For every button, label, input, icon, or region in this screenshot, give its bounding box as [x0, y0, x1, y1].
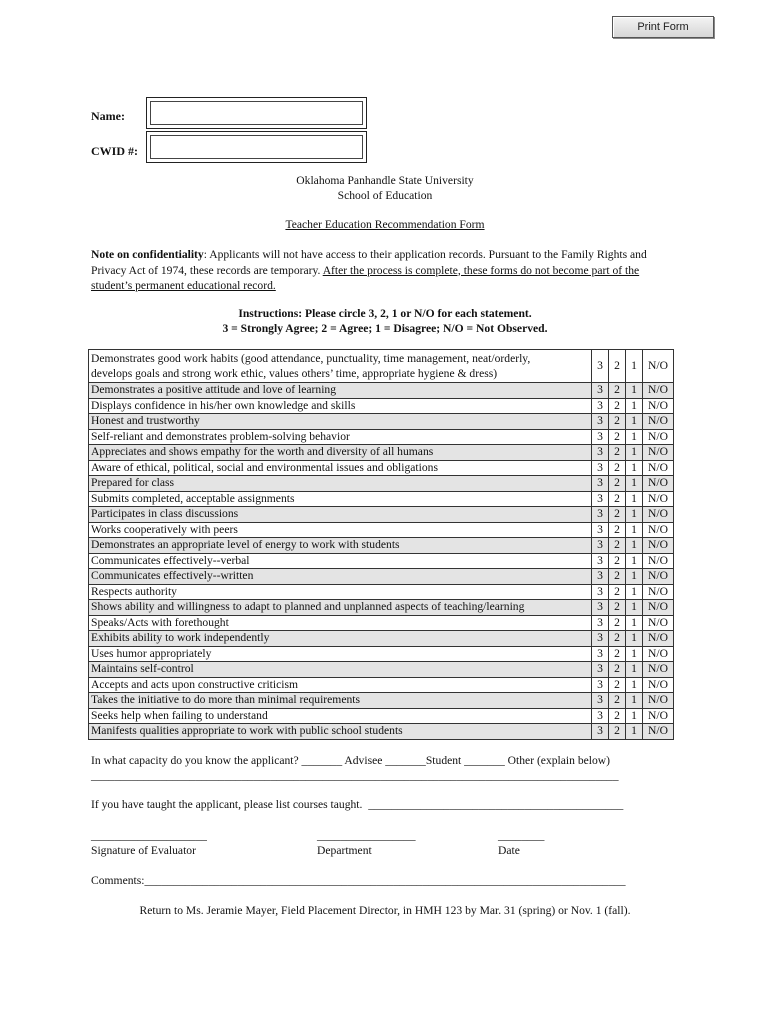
signature-label: Signature of Evaluator	[91, 844, 196, 857]
rating-1[interactable]: 1	[626, 350, 643, 383]
rating-not-observed[interactable]: N/O	[643, 693, 674, 709]
rating-not-observed[interactable]: N/O	[643, 522, 674, 538]
statement-cell	[89, 350, 592, 383]
rating-1[interactable]: 1	[626, 646, 643, 662]
rating-not-observed[interactable]: N/O	[643, 646, 674, 662]
name-field-box	[146, 97, 367, 129]
statement-cell: Demonstrates an appropriate level of energy to work with students	[89, 538, 592, 554]
rating-1[interactable]: 1	[626, 383, 643, 399]
rating-1[interactable]: 1	[626, 491, 643, 507]
rating-not-observed[interactable]: N/O	[643, 476, 674, 492]
rating-2[interactable]: 2	[609, 646, 626, 662]
rating-3[interactable]: 3	[592, 414, 609, 430]
rating-2[interactable]: 2	[609, 553, 626, 569]
rating-not-observed[interactable]: N/O	[643, 584, 674, 600]
rating-2[interactable]: 2	[609, 476, 626, 492]
courses-taught[interactable]: If you have taught the applicant, please list courses taught. ____________________________________________	[91, 798, 624, 811]
name-label: Name:	[91, 109, 125, 123]
rating-2[interactable]: 2	[609, 445, 626, 461]
rating-3[interactable]: 3	[592, 724, 609, 740]
rating-not-observed[interactable]: N/O	[643, 414, 674, 430]
rating-1[interactable]: 1	[626, 398, 643, 414]
department-line[interactable]: _________________	[317, 829, 416, 842]
rating-3[interactable]: 3	[592, 383, 609, 399]
rating-3[interactable]: 3	[592, 429, 609, 445]
statement-cell: Respects authority	[89, 584, 592, 600]
table-row	[89, 584, 674, 600]
statement-cell: Maintains self-control	[89, 662, 592, 678]
rating-1[interactable]: 1	[626, 538, 643, 554]
rating-3[interactable]: 3	[592, 600, 609, 616]
rating-2[interactable]: 2	[609, 631, 626, 647]
university-name: Oklahoma Panhandle State University	[296, 174, 474, 187]
table-row	[89, 350, 674, 383]
rating-not-observed[interactable]: N/O	[643, 460, 674, 476]
statement-cell: Accepts and acts upon constructive criticism	[89, 677, 592, 693]
capacity-explain-line[interactable]: ___________________________________________________________________________________________	[91, 769, 619, 782]
rating-not-observed[interactable]: N/O	[643, 383, 674, 399]
rating-2[interactable]: 2	[609, 414, 626, 430]
statement-cell: Manifests qualities appropriate to work with public school students	[89, 724, 592, 740]
rating-not-observed[interactable]: N/O	[643, 398, 674, 414]
statement-cell: Participates in class discussions	[89, 507, 592, 523]
rating-1[interactable]: 1	[626, 476, 643, 492]
statement-cell: Displays confidence in his/her own knowledge and skills	[89, 398, 592, 414]
rating-3[interactable]: 3	[592, 507, 609, 523]
rating-3[interactable]: 3	[592, 677, 609, 693]
statement-cell: Self-reliant and demonstrates problem-solving behavior	[89, 429, 592, 445]
rating-not-observed[interactable]: N/O	[643, 662, 674, 678]
table-row	[89, 414, 674, 430]
rating-2[interactable]: 2	[609, 383, 626, 399]
rating-3[interactable]: 3	[592, 662, 609, 678]
rating-1[interactable]: 1	[626, 693, 643, 709]
rating-1[interactable]: 1	[626, 724, 643, 740]
cwid-field-box	[146, 131, 367, 163]
statement-cell: Communicates effectively--written	[89, 569, 592, 585]
statement-cell: Demonstrates a positive attitude and love of learning	[89, 383, 592, 399]
rating-2[interactable]: 2	[609, 350, 626, 383]
form-title: Teacher Education Recommendation Form	[285, 218, 485, 231]
statement-cell: Works cooperatively with peers	[89, 522, 592, 538]
rating-2[interactable]: 2	[609, 507, 626, 523]
rating-1[interactable]: 1	[626, 708, 643, 724]
rating-1[interactable]: 1	[626, 414, 643, 430]
rating-2[interactable]: 2	[609, 615, 626, 631]
rating-2[interactable]: 2	[609, 569, 626, 585]
statement-cell: Communicates effectively--verbal	[89, 553, 592, 569]
rating-1[interactable]: 1	[626, 600, 643, 616]
table-row	[89, 507, 674, 523]
note-underlined: After the process is complete, these forms do not become part of the student’s permanent educational record.	[91, 263, 640, 292]
rating-1[interactable]: 1	[626, 522, 643, 538]
rating-2[interactable]: 2	[609, 662, 626, 678]
rating-2[interactable]: 2	[609, 429, 626, 445]
capacity-question: In what capacity do you know the applicant? _______ Advisee _______Student _______ Other (explain below)	[91, 754, 611, 767]
table-row	[89, 693, 674, 709]
rating-not-observed[interactable]: N/O	[643, 615, 674, 631]
table-row	[89, 724, 674, 740]
rating-3[interactable]: 3	[592, 708, 609, 724]
rating-1[interactable]: 1	[626, 445, 643, 461]
rating-not-observed[interactable]: N/O	[643, 569, 674, 585]
statement-cell: Shows ability and willingness to adapt to planned and unplanned aspects of teaching/learning	[89, 600, 592, 616]
rating-1[interactable]: 1	[626, 662, 643, 678]
cwid-label: CWID #:	[91, 144, 138, 158]
comments-line[interactable]: Comments:___________________________________________________________________________________	[91, 874, 626, 887]
note-label: Note on confidentiality	[91, 248, 204, 261]
rating-not-observed[interactable]: N/O	[643, 553, 674, 569]
rating-body	[89, 350, 674, 740]
table-row	[89, 662, 674, 678]
rating-2[interactable]: 2	[609, 398, 626, 414]
rating-1[interactable]: 1	[626, 677, 643, 693]
statement-cell: Uses humor appropriately	[89, 646, 592, 662]
statement-text-line1: Demonstrates good work habits (good attendance, punctuality, time management, neat/orderly,	[91, 352, 531, 365]
rating-not-observed[interactable]: N/O	[643, 507, 674, 523]
rating-3[interactable]: 3	[592, 553, 609, 569]
table-row	[89, 615, 674, 631]
date-line[interactable]: ________	[498, 829, 545, 842]
statement-cell: Takes the initiative to do more than minimal requirements	[89, 693, 592, 709]
table-row	[89, 708, 674, 724]
rating-3[interactable]: 3	[592, 476, 609, 492]
rating-1[interactable]: 1	[626, 553, 643, 569]
table-row	[89, 445, 674, 461]
table-row	[89, 460, 674, 476]
rating-3[interactable]: 3	[592, 538, 609, 554]
table-row	[89, 600, 674, 616]
rating-not-observed[interactable]: N/O	[643, 631, 674, 647]
name-input[interactable]	[151, 102, 364, 126]
print-form-button[interactable]: Print Form	[612, 16, 714, 38]
rating-2[interactable]: 2	[609, 724, 626, 740]
date-label: Date	[498, 844, 520, 857]
table-row	[89, 476, 674, 492]
confidentiality-note	[91, 247, 681, 294]
rating-3[interactable]: 3	[592, 569, 609, 585]
rating-2[interactable]: 2	[609, 600, 626, 616]
rating-2[interactable]: 2	[609, 693, 626, 709]
rating-3[interactable]: 3	[592, 445, 609, 461]
table-row	[89, 429, 674, 445]
table-row	[89, 398, 674, 414]
rating-3[interactable]: 3	[592, 615, 609, 631]
rating-1[interactable]: 1	[626, 569, 643, 585]
statement-cell: Appreciates and shows empathy for the worth and diversity of all humans	[89, 445, 592, 461]
rating-3[interactable]: 3	[592, 584, 609, 600]
signature-line[interactable]: ____________________	[91, 829, 207, 842]
cwid-input[interactable]	[151, 136, 364, 160]
statement-cell: Speaks/Acts with forethought	[89, 615, 592, 631]
statement-cell: Aware of ethical, political, social and environmental issues and obligations	[89, 460, 592, 476]
statement-cell: Prepared for class	[89, 476, 592, 492]
table-row	[89, 522, 674, 538]
table-row	[89, 383, 674, 399]
table-row	[89, 631, 674, 647]
rating-2[interactable]: 2	[609, 522, 626, 538]
rating-not-observed[interactable]: N/O	[643, 491, 674, 507]
rating-1[interactable]: 1	[626, 507, 643, 523]
rating-2[interactable]: 2	[609, 708, 626, 724]
rating-3[interactable]: 3	[592, 398, 609, 414]
return-instructions: Return to Ms. Jeramie Mayer, Field Placement Director, in HMH 123 by Mar. 31 (spring) or Nov. 1 (fall).	[139, 904, 631, 917]
statement-text-line2: develops goals and strong work ethic, values others’ time, appropriate hygiene & dress)	[91, 367, 498, 380]
rating-not-observed[interactable]: N/O	[643, 429, 674, 445]
note-text: : Applicants will not have access to their application records. Pursuant to the Family Rights and Privacy Act of 1974, these records are temporary.	[91, 248, 647, 277]
table-row	[89, 677, 674, 693]
rating-1[interactable]: 1	[626, 631, 643, 647]
rating-3[interactable]: 3	[592, 631, 609, 647]
table-row	[89, 569, 674, 585]
rating-2[interactable]: 2	[609, 491, 626, 507]
table-row	[89, 491, 674, 507]
rating-not-observed[interactable]: N/O	[643, 708, 674, 724]
rating-not-observed[interactable]: N/O	[643, 350, 674, 383]
instructions-line2: 3 = Strongly Agree; 2 = Agree; 1 = Disagree; N/O = Not Observed.	[222, 322, 548, 335]
rating-3[interactable]: 3	[592, 646, 609, 662]
school-name: School of Education	[337, 189, 433, 202]
instructions-line1: Instructions: Please circle 3, 2, 1 or N/O for each statement.	[238, 307, 532, 320]
rating-1[interactable]: 1	[626, 584, 643, 600]
statement-cell: Submits completed, acceptable assignments	[89, 491, 592, 507]
statement-cell: Exhibits ability to work independently	[89, 631, 592, 647]
rating-2[interactable]: 2	[609, 538, 626, 554]
table-row	[89, 538, 674, 554]
rating-3[interactable]: 3	[592, 693, 609, 709]
department-label: Department	[317, 844, 372, 857]
rating-not-observed[interactable]: N/O	[643, 600, 674, 616]
table-row	[89, 646, 674, 662]
rating-table	[88, 349, 674, 740]
form-title-wrap	[0, 218, 770, 231]
statement-cell: Honest and trustworthy	[89, 414, 592, 430]
rating-2[interactable]: 2	[609, 460, 626, 476]
rating-not-observed[interactable]: N/O	[643, 538, 674, 554]
rating-3[interactable]: 3	[592, 350, 609, 383]
rating-1[interactable]: 1	[626, 429, 643, 445]
table-row	[89, 553, 674, 569]
rating-not-observed[interactable]: N/O	[643, 724, 674, 740]
rating-2[interactable]: 2	[609, 584, 626, 600]
statement-cell: Seeks help when failing to understand	[89, 708, 592, 724]
rating-1[interactable]: 1	[626, 460, 643, 476]
rating-3[interactable]: 3	[592, 522, 609, 538]
rating-not-observed[interactable]: N/O	[643, 445, 674, 461]
rating-3[interactable]: 3	[592, 460, 609, 476]
rating-2[interactable]: 2	[609, 677, 626, 693]
rating-not-observed[interactable]: N/O	[643, 677, 674, 693]
rating-3[interactable]: 3	[592, 491, 609, 507]
rating-1[interactable]: 1	[626, 615, 643, 631]
